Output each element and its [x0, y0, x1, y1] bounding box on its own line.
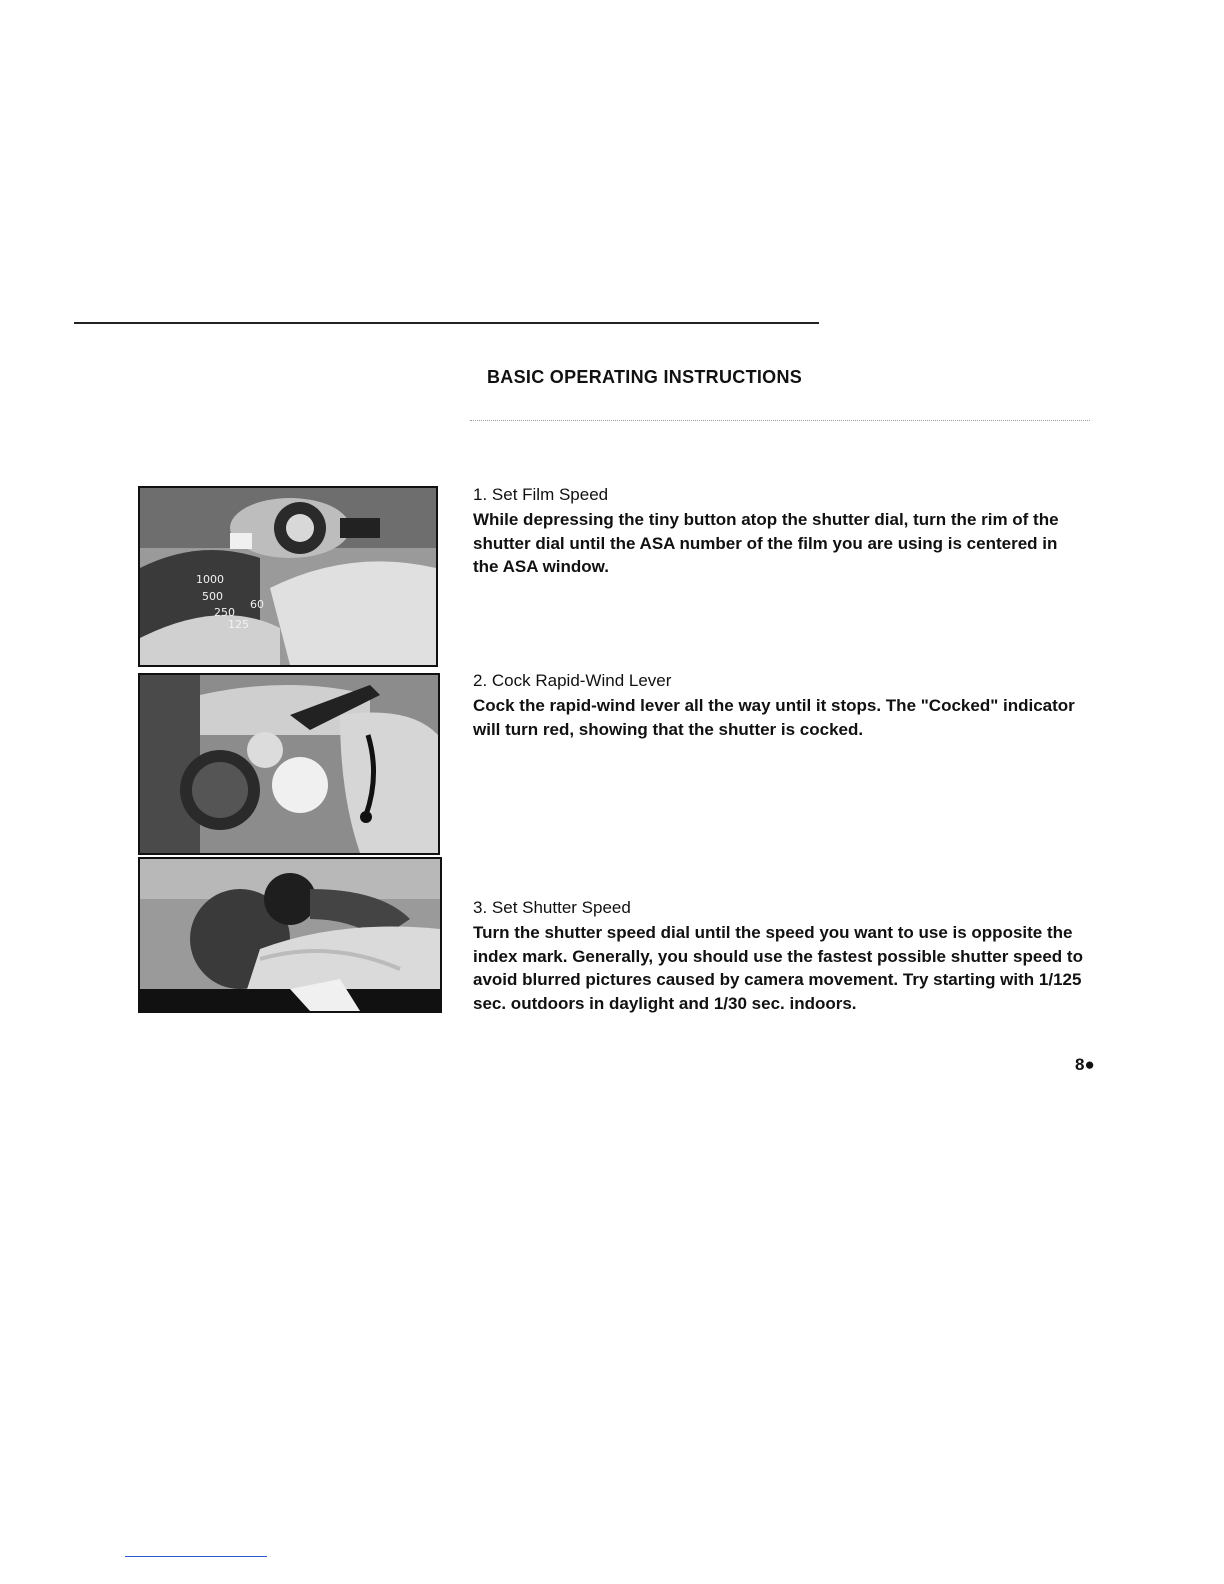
photo-cock-rapid-wind-lever — [138, 673, 440, 855]
photo-set-shutter-speed — [138, 857, 442, 1013]
dial-number-60: 60 — [250, 598, 264, 611]
page-heading: BASIC OPERATING INSTRUCTIONS — [487, 367, 803, 387]
step-3-body: Turn the shutter speed dial until the speed you want to use is opposite the index mark. Generally, you should use the fastest possible shutter speed to avoid blurred pictures caused by camera movement. Try starting with 1/125 sec. outdoors in daylight and 1/30 sec. indoors. — [473, 923, 1083, 1013]
dial-number-500: 500 — [202, 590, 223, 603]
top-rule — [74, 322, 819, 324]
heading-dotted-rule — [470, 420, 1090, 421]
page-number: 8● — [1075, 1055, 1095, 1074]
step-2-title: 2. Cock Rapid-Wind Lever — [473, 671, 672, 690]
bottom-rule — [125, 1556, 267, 1557]
dial-number-125: 125 — [228, 618, 249, 631]
step-2 — [473, 670, 1083, 741]
step-2-body: Cock the rapid-wind lever all the way until it stops. The "Cocked" indicator will turn red, showing that the shutter is cocked. — [473, 696, 1075, 739]
step-3-title: 3. Set Shutter Speed — [473, 898, 631, 917]
step-1-body: While depressing the tiny button atop the shutter dial, turn the rim of the shutter dial until the ASA number of the film you are using is centered in the ASA window. — [473, 510, 1059, 576]
dial-number-1000: 1000 — [196, 573, 224, 586]
step-3 — [473, 897, 1083, 1015]
step-1 — [473, 484, 1083, 579]
step-1-title: 1. Set Film Speed — [473, 485, 609, 504]
dial-number-250: 250 — [214, 606, 235, 619]
photo-set-film-speed — [138, 486, 438, 667]
